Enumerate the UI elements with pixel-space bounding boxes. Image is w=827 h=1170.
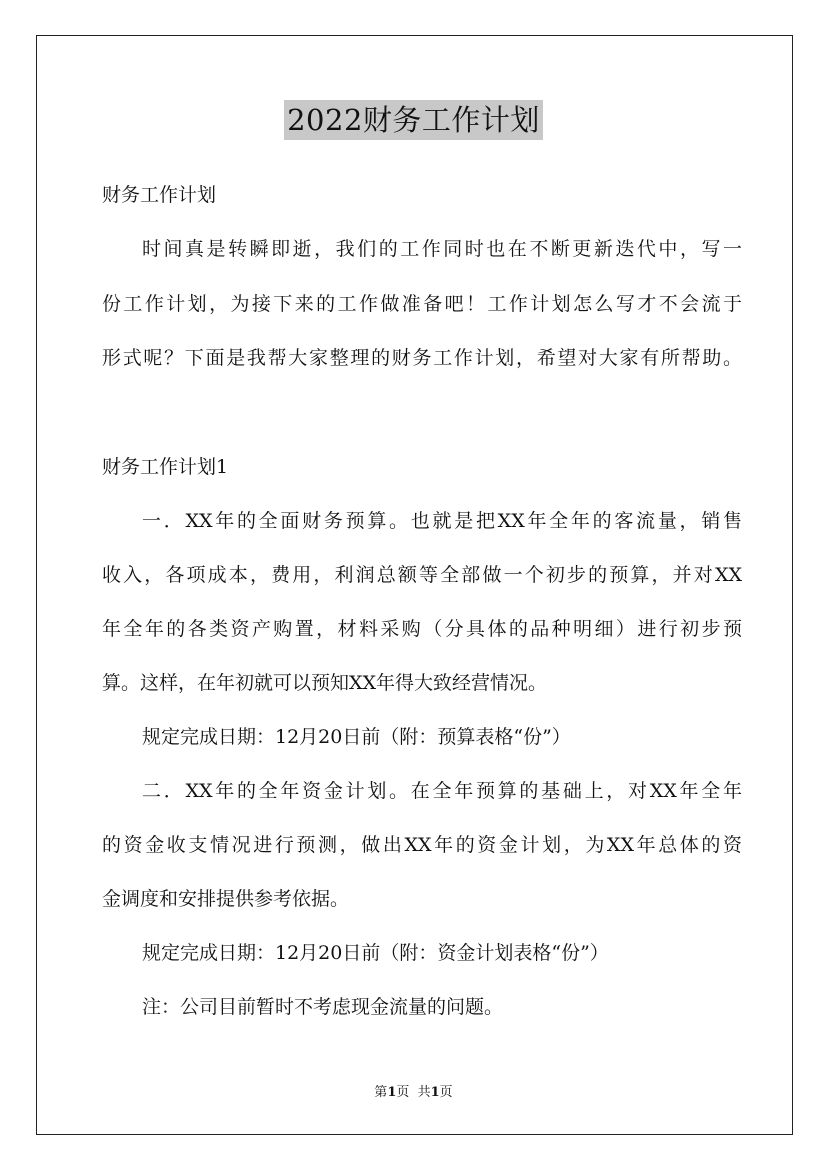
intro-line-2: 份工作计划，为接下来的工作做准备吧！工作计划怎么写才不会流于 bbox=[102, 293, 742, 315]
footer-prefix: 第 bbox=[374, 1085, 388, 1100]
page-footer bbox=[0, 1084, 827, 1102]
item1-line-2: 收入，各项成本，费用，利润总额等全部做一个初步的预算，并对XX bbox=[102, 564, 742, 586]
item2-line-2: 的资金收支情况进行预测，做出XX年的资金计划，为XX年总体的资 bbox=[102, 834, 742, 856]
footer-mid: 页 共 bbox=[396, 1085, 431, 1100]
subtitle: 财务工作计划 bbox=[102, 184, 217, 206]
intro-line-1: 时间真是转瞬即逝，我们的工作同时也在不断更新迭代中，写一 bbox=[142, 238, 742, 260]
deadline-2: 规定完成日期：12月20日前（附：资金计划表格“份”） bbox=[142, 942, 609, 964]
item2-line-1: 二．XX年的全年资金计划。在全年预算的基础上，对XX年全年 bbox=[142, 780, 742, 802]
footer-suffix: 页 bbox=[439, 1085, 453, 1100]
item1-line-4: 算。这样，在年初就可以预知XX年得大致经营情况。 bbox=[102, 672, 548, 694]
footer-page-current: 1 bbox=[387, 1085, 397, 1100]
note: 注：公司目前暂时不考虑现金流量的问题。 bbox=[142, 996, 504, 1018]
document-title: 2022财务工作计划 bbox=[284, 100, 543, 140]
item2-line-3: 金调度和安排提供参考依据。 bbox=[102, 888, 350, 910]
title-container bbox=[0, 100, 827, 140]
item1-line-3: 年全年的各类资产购置，材料采购（分具体的品种明细）进行初步预 bbox=[102, 618, 742, 640]
deadline-1: 规定完成日期：12月20日前（附：预算表格“份”） bbox=[142, 726, 571, 748]
intro-line-3: 形式呢？下面是我帮大家整理的财务工作计划，希望对大家有所帮助。 bbox=[102, 347, 742, 369]
section-heading: 财务工作计划1 bbox=[102, 456, 229, 478]
item1-line-1: 一．XX年的全面财务预算。也就是把XX年全年的客流量，销售 bbox=[142, 510, 742, 532]
footer-page-total: 1 bbox=[430, 1085, 440, 1100]
